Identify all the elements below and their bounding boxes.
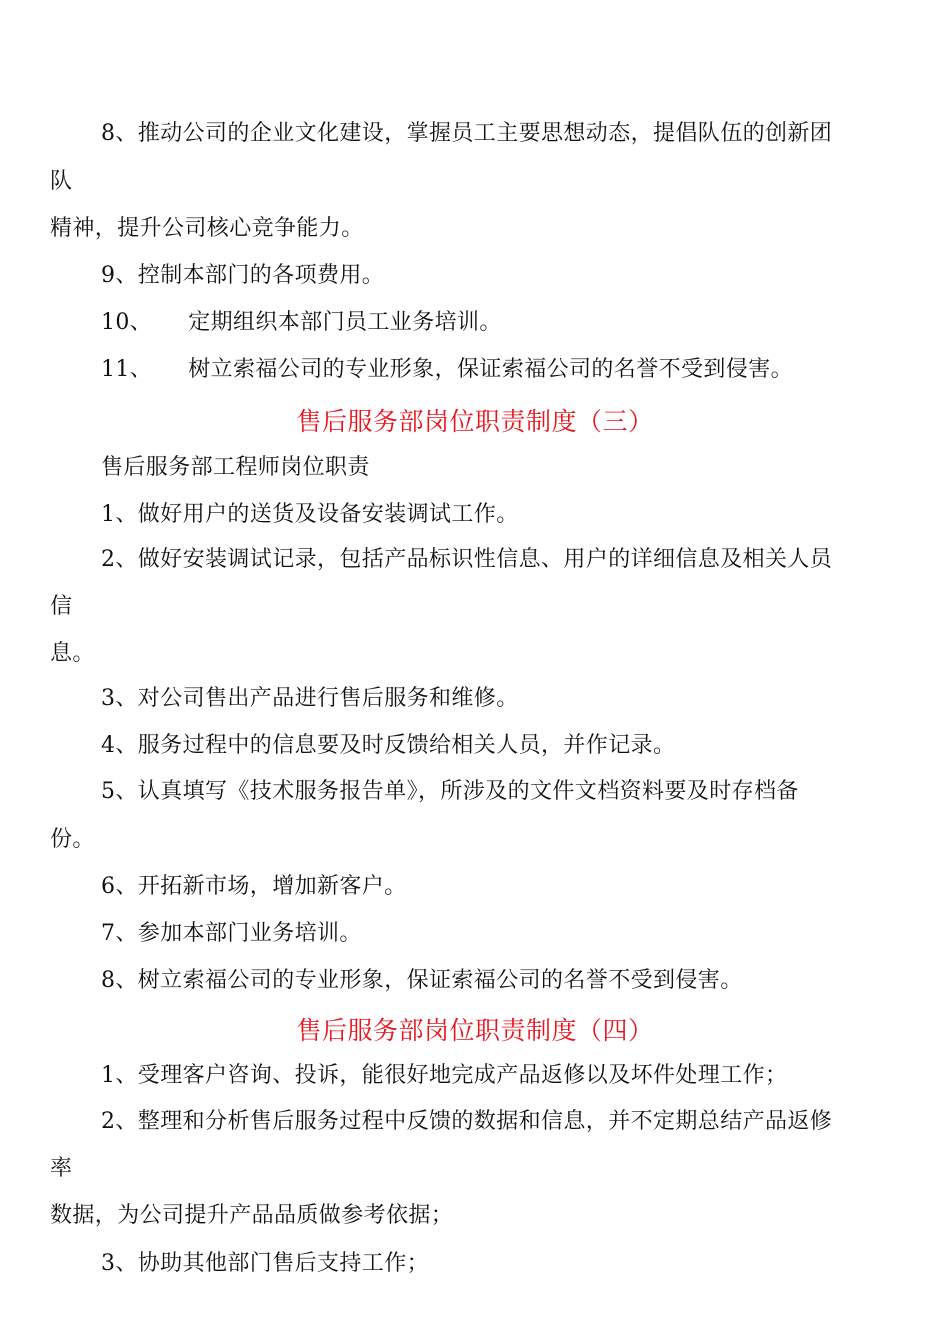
section-title-four: 售后服务部岗位职责制度（四） [296,1016,654,1045]
item10-number: 10、 [101,310,153,335]
s3-item2-line1: 2、做好安装调试记录，包括产品标识性信息、用户的详细信息及相关人员 [101,547,833,572]
s3-item2-line2: 信 [50,594,73,619]
paragraph-item8-line1: 8、推动公司的企业文化建设，掌握员工主要思想动态，提倡队伍的创新团 [101,121,833,146]
item11-text: 树立索福公司的专业形象，保证索福公司的名誉不受到侵害。 [188,357,794,382]
s3-item6: 6、开拓新市场，增加新客户。 [101,874,407,899]
section-subtitle: 售后服务部工程师岗位职责 [101,455,370,480]
paragraph-item8-line2: 队 [50,169,73,194]
s3-item2-line3: 息。 [50,641,95,666]
section-title-three: 售后服务部岗位职责制度（三） [296,407,654,436]
s3-item7: 7、参加本部门业务培训。 [101,921,362,946]
item11-number: 11、 [101,357,153,382]
s4-item3: 3、协助其他部门售后支持工作； [101,1251,429,1276]
s3-item1: 1、做好用户的送货及设备安装调试工作。 [101,502,519,527]
s4-item1: 1、受理客户咨询、投诉，能很好地完成产品返修以及坏件处理工作； [101,1063,788,1088]
s4-item2-line1: 2、整理和分析售后服务过程中反馈的数据和信息，并不定期总结产品返修 [101,1109,833,1134]
s3-item4: 4、服务过程中的信息要及时反馈给相关人员，并作记录。 [101,733,676,758]
s3-item3: 3、对公司售出产品进行售后服务和维修。 [101,686,519,711]
paragraph-item9: 9、控制本部门的各项费用。 [101,263,385,288]
s3-item5-line2: 份。 [50,827,95,852]
s3-item5-line1: 5、认真填写《技术服务报告单》，所涉及的文件文档资料要及时存档备 [101,779,799,804]
s4-item2-line3: 数据，为公司提升产品品质做参考依据； [50,1203,454,1228]
paragraph-item8-line3: 精神，提升公司核心竞争能力。 [50,216,364,241]
s3-item8: 8、树立索福公司的专业形象，保证索福公司的名誉不受到侵害。 [101,968,743,993]
item10-text: 定期组织本部门员工业务培训。 [188,310,502,335]
s4-item2-line2: 率 [50,1156,73,1181]
paragraph-item11 [101,355,793,385]
paragraph-item10 [101,308,502,338]
